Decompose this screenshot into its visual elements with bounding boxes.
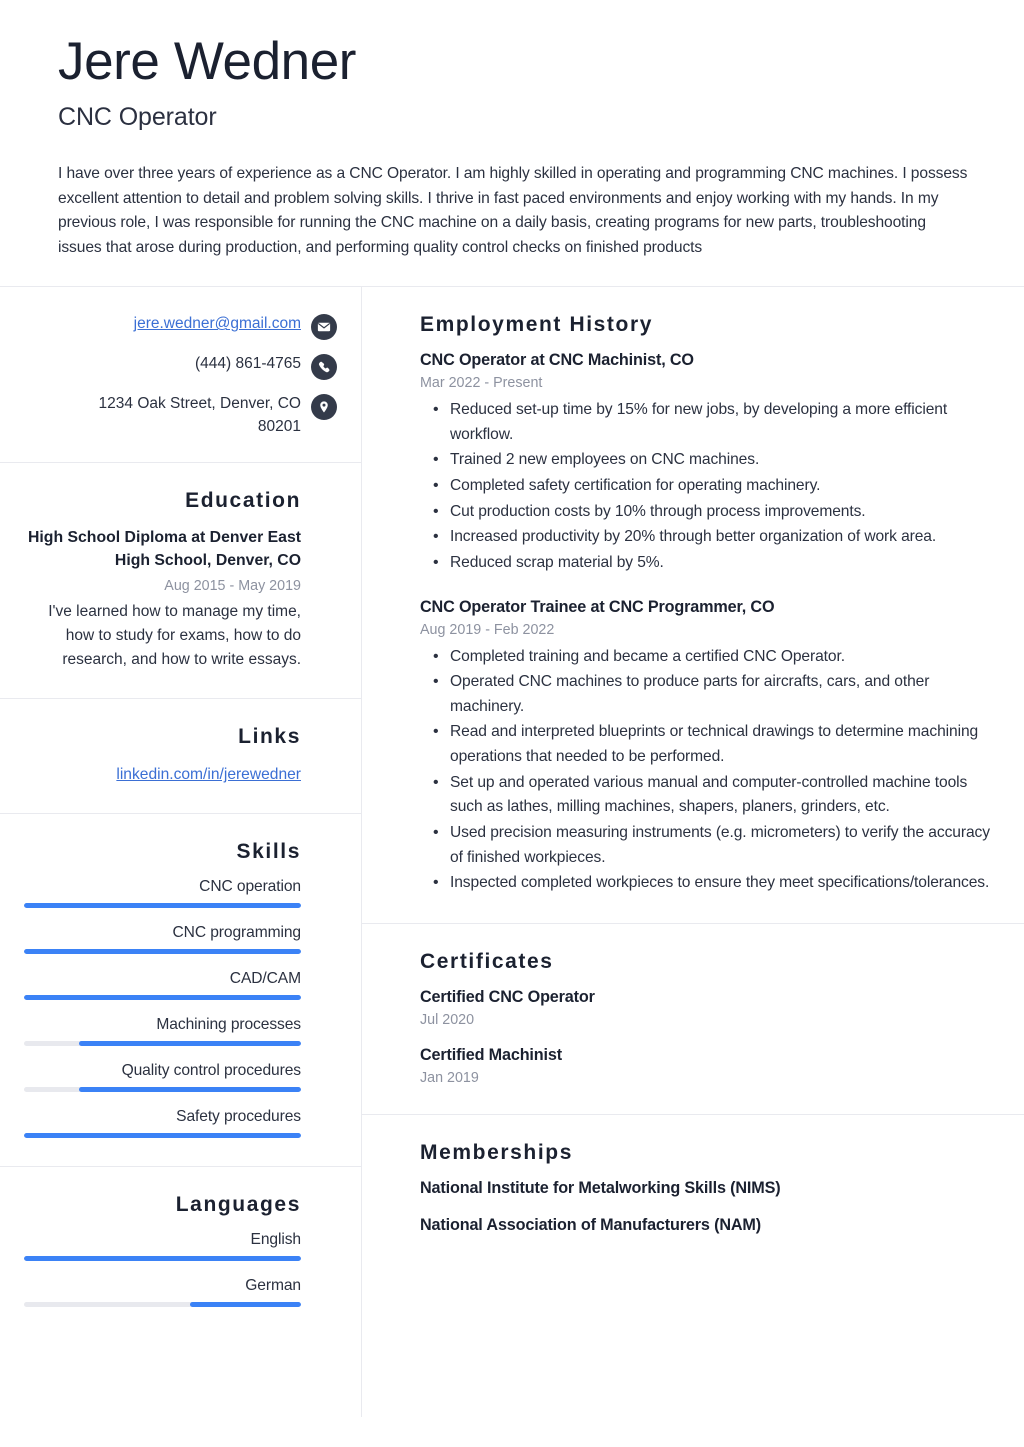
skills-list [24,878,301,1138]
job-bullet: • Trained 2 new employees on CNC machines. [450,448,990,473]
employment-history-heading: Employment History [420,313,654,337]
link-item[interactable] [24,763,301,786]
job-title: CNC Operator at CNC Machinist, CO [420,351,694,370]
jobs-list [420,351,990,896]
links-block [0,699,361,813]
skill-level-track [24,1041,301,1046]
certificates-list [420,988,990,1086]
job-date-range: Mar 2022 - Present [420,375,543,392]
skill-level-fill [79,1041,301,1046]
contact-address-row[interactable] [24,393,337,438]
certificate-item [420,1046,990,1086]
education-degree: High School Diploma at Denver East High School, Denver, CO [28,529,301,570]
language-level-track [24,1302,301,1307]
skill-item [24,924,301,954]
linkedin-link[interactable]: linkedin.com/in/jerewedner [116,766,301,784]
location-pin-icon [311,394,337,420]
education-date: Aug 2015 - May 2019 [164,577,301,594]
job-entry [420,598,990,896]
skills-heading: Skills [236,839,301,863]
education-item [24,527,301,672]
language-item [24,1277,301,1307]
contact-email-text [134,313,301,335]
certificate-name: Certified CNC Operator [420,987,595,1006]
job-bullet-list [420,645,990,896]
skill-level-fill [24,1133,301,1138]
memberships-heading: Memberships [420,1140,573,1164]
skill-level-fill [24,949,301,954]
language-level-fill [24,1256,301,1261]
skill-label: Safety procedures [176,1107,301,1125]
resume-header [0,0,1024,286]
resume-body [0,287,1024,1417]
membership-item: National Institute for Metalworking Skills (NIMS) [420,1178,781,1197]
skill-level-track [24,1133,301,1138]
education-description: I've learned how to manage my time, how to study for exams, how to do research, and how to write essays. [48,602,301,669]
job-bullet: • Set up and operated various manual and computer-controlled machine tools such as lathes, milling machines, shapers, planers, grinders, etc. [450,771,990,820]
language-item [24,1231,301,1261]
contact-phone-text: (444) 861-4765 [195,355,301,373]
contact-email-row[interactable] [24,313,337,340]
memberships-block [362,1115,1024,1261]
languages-block [0,1167,361,1335]
language-label: German [245,1276,301,1294]
skill-label: CNC programming [172,923,301,941]
certificate-date: Jul 2020 [420,1011,475,1028]
certificates-heading: Certificates [420,949,554,973]
links-heading: Links [238,725,301,749]
email-link[interactable]: jere.wedner@gmail.com [133,315,301,333]
skills-block [0,814,361,1167]
skill-item [24,1016,301,1046]
job-bullet: • Reduced scrap material by 5%. [450,551,990,576]
sidebar-column [0,287,362,1417]
contact-details-block [0,287,361,463]
certificate-date: Jan 2019 [420,1069,479,1086]
job-bullet: • Completed safety certification for operating machinery. [450,474,990,499]
phone-icon [311,354,337,380]
main-column [362,287,1024,1417]
skill-item [24,1108,301,1138]
job-bullet: • Used precision measuring instruments (e.g. micrometers) to verify the accuracy of finished workpieces. [450,821,990,870]
languages-heading: Languages [175,1192,301,1216]
employment-history-block [362,287,1024,924]
job-bullet: • Read and interpreted blueprints or technical drawings to determine machining operations that needed to be performed. [450,720,990,769]
professional-summary: I have over three years of experience as a CNC Operator. I am highly skilled in operating and programming CNC machines. I possess excellent attention to detail and problem solving skills. I thrive in fast paced environments and enjoy working with my hands. In my previous role, I was responsible for running the CNC machine on a daily basis, creating programs for new parts, troubleshooting issues that arose during production, and performing quality control checks on finished products [58,165,968,256]
job-bullet-list [420,398,990,575]
contact-phone-row[interactable] [24,353,337,380]
job-title: CNC Operator Trainee at CNC Programmer, CO [420,597,775,616]
skill-label: CNC operation [199,877,301,895]
job-bullet: • Completed training and became a certified CNC Operator. [450,645,990,670]
language-level-track [24,1256,301,1261]
skill-level-track [24,1087,301,1092]
skill-label: Quality control procedures [121,1061,301,1079]
skill-item [24,878,301,908]
skill-label: CAD/CAM [229,969,301,987]
job-title-subheading: CNC Operator [58,103,217,132]
job-bullet: • Reduced set-up time by 15% for new jobs, by developing a more efficient workflow. [450,398,990,447]
contact-address-text: 1234 Oak Street, Denver, CO 80201 [98,395,301,435]
membership-item: National Association of Manufacturers (NAM) [420,1215,762,1234]
certificates-block [362,924,1024,1115]
job-entry [420,351,990,575]
certificate-item [420,988,990,1028]
skill-item [24,970,301,1000]
skill-level-track [24,903,301,908]
skill-label: Machining processes [156,1015,301,1033]
job-date-range: Aug 2019 - Feb 2022 [420,621,555,638]
education-block [0,463,361,699]
education-heading: Education [185,489,301,513]
page-title: Jere Wedner [58,32,357,91]
language-level-fill [190,1302,301,1307]
job-bullet: • Cut production costs by 10% through process improvements. [450,500,990,525]
skill-level-track [24,949,301,954]
job-bullet: • Inspected completed workpieces to ensure they meet specifications/tolerances. [450,871,990,896]
memberships-list [420,1179,990,1235]
language-label: English [250,1230,301,1248]
certificate-name: Certified Machinist [420,1045,562,1064]
job-bullet: • Increased productivity by 20% through better organization of work area. [450,525,990,550]
skill-item [24,1062,301,1092]
skill-level-track [24,995,301,1000]
job-bullet: • Operated CNC machines to produce parts for aircrafts, cars, and other machinery. [450,670,990,719]
skill-level-fill [24,995,301,1000]
languages-list [24,1231,301,1307]
skill-level-fill [79,1087,301,1092]
skill-level-fill [24,903,301,908]
envelope-icon [311,314,337,340]
